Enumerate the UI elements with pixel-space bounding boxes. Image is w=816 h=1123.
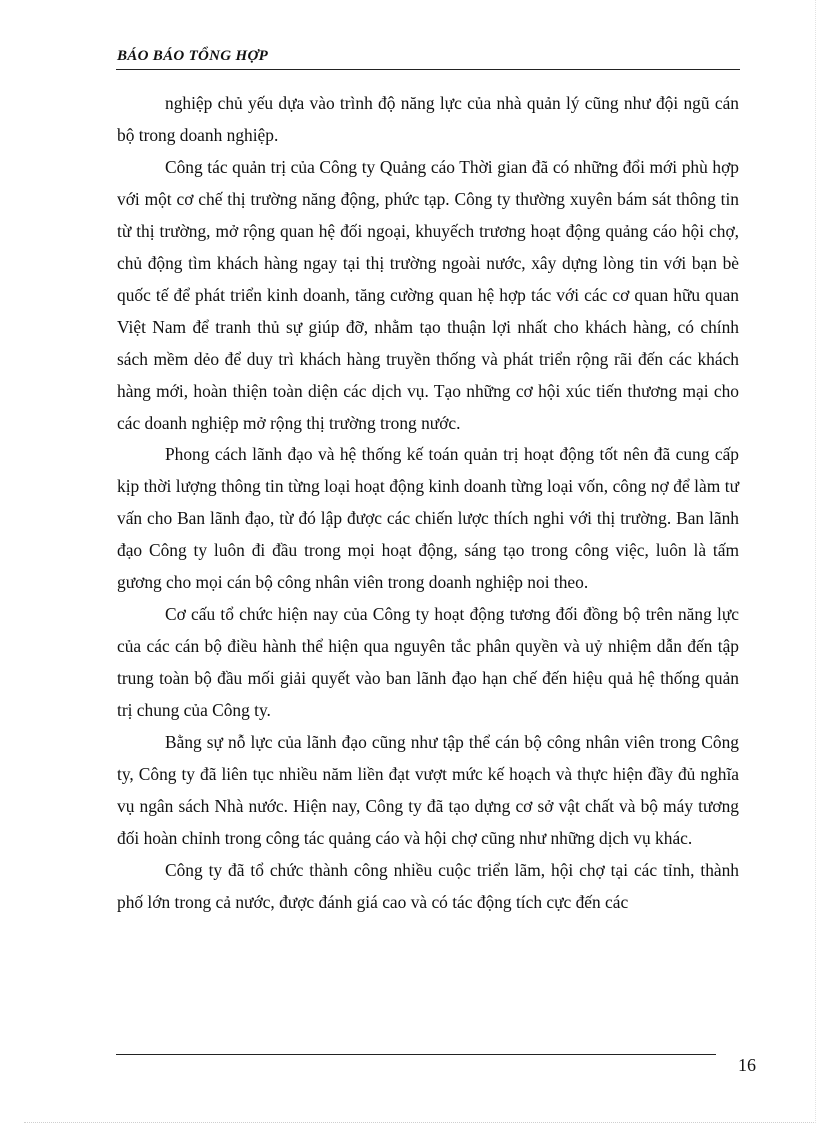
body-text bbox=[117, 88, 739, 919]
paragraph-management: Công tác quản trị của Công ty Quảng cáo Thời gian đã có những đổi mới phù hợp với một cơ chế thị trường năng động, phức tạp. Công ty thường xuyên bám sát thông tin từ thị trường, mở rộng quan hệ đối ngoại, khuyếch trương hoạt động quảng cáo hội chợ, chủ động tìm khách hàng ngay tại thị trường ngoài nước, xây dựng lòng tin với bạn bè quốc tế để phát triển kinh doanh, tăng cường quan hệ hợp tác với các cơ quan hữu quan Việt Nam để tranh thủ sự giúp đỡ, nhằm tạo thuận lợi nhất cho khách hàng, có chính sách mềm dẻo để duy trì khách hàng truyền thống và phát triển rộng rãi đến các khách hàng mới, hoàn thiện toàn diện các dịch vụ. Tạo những cơ hội xúc tiến thương mại cho các doanh nghiệp mở rộng thị trường trong nước. bbox=[117, 156, 739, 433]
page-number: 16 bbox=[738, 1055, 756, 1075]
paragraph-continuation: nghiệp chủ yếu dựa vào trình độ năng lực của nhà quản lý cũng như đội ngũ cán bộ trong doanh nghiệp. bbox=[117, 93, 739, 145]
header-divider bbox=[116, 69, 740, 70]
header-title: BÁO BÁO TỔNG HỢP bbox=[117, 48, 269, 64]
paragraph-leadership: Phong cách lãnh đạo và hệ thống kế toán quản trị hoạt động tốt nên đã cung cấp kịp thời lượng thông tin từng loại hoạt động kinh doanh từng loại vốn, công nợ để làm tư vấn cho Ban lãnh đạo, từ đó lập được các chiến lược thích nghi với thị trường. Ban lãnh đạo Công ty luôn đi đầu trong mọi hoạt động, sáng tạo trong công việc, luôn là tấm gương cho mọi cán bộ công nhân viên trong doanh nghiệp noi theo. bbox=[117, 444, 739, 593]
footer-divider bbox=[116, 1054, 716, 1055]
paragraph-achievements: Bằng sự nỗ lực của lãnh đạo cũng như tập thể cán bộ công nhân viên trong Công ty, Công ty đã liên tục nhiều năm liền đạt vượt mức kế hoạch và thực hiện đầy đủ nghĩa vụ ngân sách Nhà nước. Hiện nay, Công ty đã tạo dựng cơ sở vật chất và bộ máy tương đối hoàn chỉnh trong công tác quảng cáo và hội chợ cũng như những dịch vụ khác. bbox=[117, 732, 739, 848]
paragraph-structure: Cơ cấu tổ chức hiện nay của Công ty hoạt động tương đối đồng bộ trên năng lực của các cán bộ điều hành thể hiện qua nguyên tắc phân quyền và uỷ nhiệm dẫn đến tập trung toàn bộ đầu mối giải quyết vào ban lãnh đạo hạn chế đến hiệu quả hệ thống quản trị chung của Công ty. bbox=[117, 604, 739, 721]
paragraph-exhibitions: Công ty đã tổ chức thành công nhiều cuộc triển lãm, hội chợ tại các tỉnh, thành phố lớn trong cả nước, được đánh giá cao và có tác động tích cực đến các bbox=[117, 859, 739, 912]
